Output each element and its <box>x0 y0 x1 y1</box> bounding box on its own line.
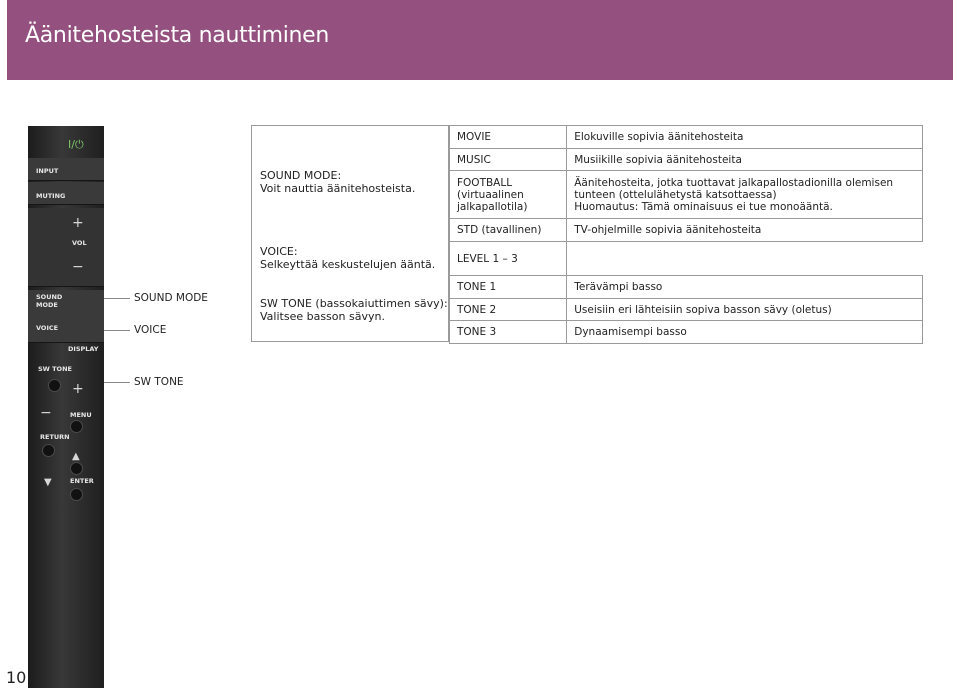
table-row <box>450 321 923 344</box>
remote-return-label: RETURN <box>40 433 70 441</box>
voice-description: VOICE: Selkeyttää keskustelujen ääntä. <box>260 245 436 271</box>
callout-sound-mode: SOUND MODE <box>134 292 208 304</box>
setting-name: LEVEL 1 – 3 <box>450 242 567 276</box>
setting-name: FOOTBALL (virtuaalinen jalkapallotila) <box>450 171 567 219</box>
setting-description: Äänitehosteita, jotka tuottavat jalkapallostadionilla olemisen tunteen (ottelulähetystä katsottaessa) Huomautus: Tämä ominaisuus ei tue monoääntä. <box>567 171 923 219</box>
callout-voice: VOICE <box>134 324 167 336</box>
plus-icon: + <box>72 381 84 397</box>
setting-description: Dynaamisempi basso <box>567 321 923 344</box>
callout-line <box>104 382 130 383</box>
arrow-up-icon: ▲ <box>72 451 80 462</box>
setting-description: TV-ohjelmille sopivia äänitehosteita <box>567 219 923 242</box>
setting-description <box>567 242 923 276</box>
page-header <box>7 0 953 80</box>
table-row <box>450 171 923 219</box>
remote-swtone-label: SW TONE <box>38 365 72 373</box>
callout-sw-tone: SW TONE <box>134 376 184 388</box>
remote-voice-label: VOICE <box>36 324 59 332</box>
callout-line <box>104 330 130 331</box>
page-title: Äänitehosteista nauttiminen <box>25 23 330 48</box>
setting-name: TONE 3 <box>450 321 567 344</box>
table-row <box>450 219 923 242</box>
setting-description: Elokuville sopivia äänitehosteita <box>567 126 923 149</box>
setting-name: TONE 2 <box>450 299 567 321</box>
remote-control-image <box>28 126 104 688</box>
minus-icon: − <box>72 259 84 275</box>
table-row <box>450 242 923 276</box>
remote-mode-label: MODE <box>36 301 58 309</box>
remote-menu-label: MENU <box>70 411 92 419</box>
sw-tone-description: SW TONE (bassokaiuttimen sävy): Valitsee basson sävyn. <box>260 297 448 323</box>
minus-icon: − <box>40 405 52 421</box>
table-row <box>450 126 923 149</box>
setting-name: TONE 1 <box>450 276 567 299</box>
table-row <box>450 149 923 171</box>
setting-description: Terävämpi basso <box>567 276 923 299</box>
remote-input-label: INPUT <box>36 167 59 175</box>
setting-name: STD (tavallinen) <box>450 219 567 242</box>
remote-muting-label: MUTING <box>36 192 66 200</box>
callout-line <box>104 298 130 299</box>
setting-name: MUSIC <box>450 149 567 171</box>
plus-icon: + <box>72 215 84 231</box>
setting-description: Musiikille sopivia äänitehosteita <box>567 149 923 171</box>
settings-table <box>449 125 923 344</box>
remote-enter-label: ENTER <box>70 477 94 485</box>
remote-sound-label: SOUND <box>36 293 63 301</box>
setting-name: MOVIE <box>450 126 567 149</box>
power-icon: I/⏻ <box>68 138 84 151</box>
remote-display-label: DISPLAY <box>68 345 99 353</box>
setting-description: Useisiin eri lähteisiin sopiva basson sävy (oletus) <box>567 299 923 321</box>
sound-mode-description: SOUND MODE: Voit nauttia äänitehosteista. <box>260 169 416 195</box>
remote-vol-label: VOL <box>72 239 87 247</box>
table-row <box>450 276 923 299</box>
table-row <box>450 299 923 321</box>
arrow-down-icon: ▼ <box>44 477 52 488</box>
page-number: 10 <box>6 668 27 687</box>
function-description-box <box>251 125 449 342</box>
